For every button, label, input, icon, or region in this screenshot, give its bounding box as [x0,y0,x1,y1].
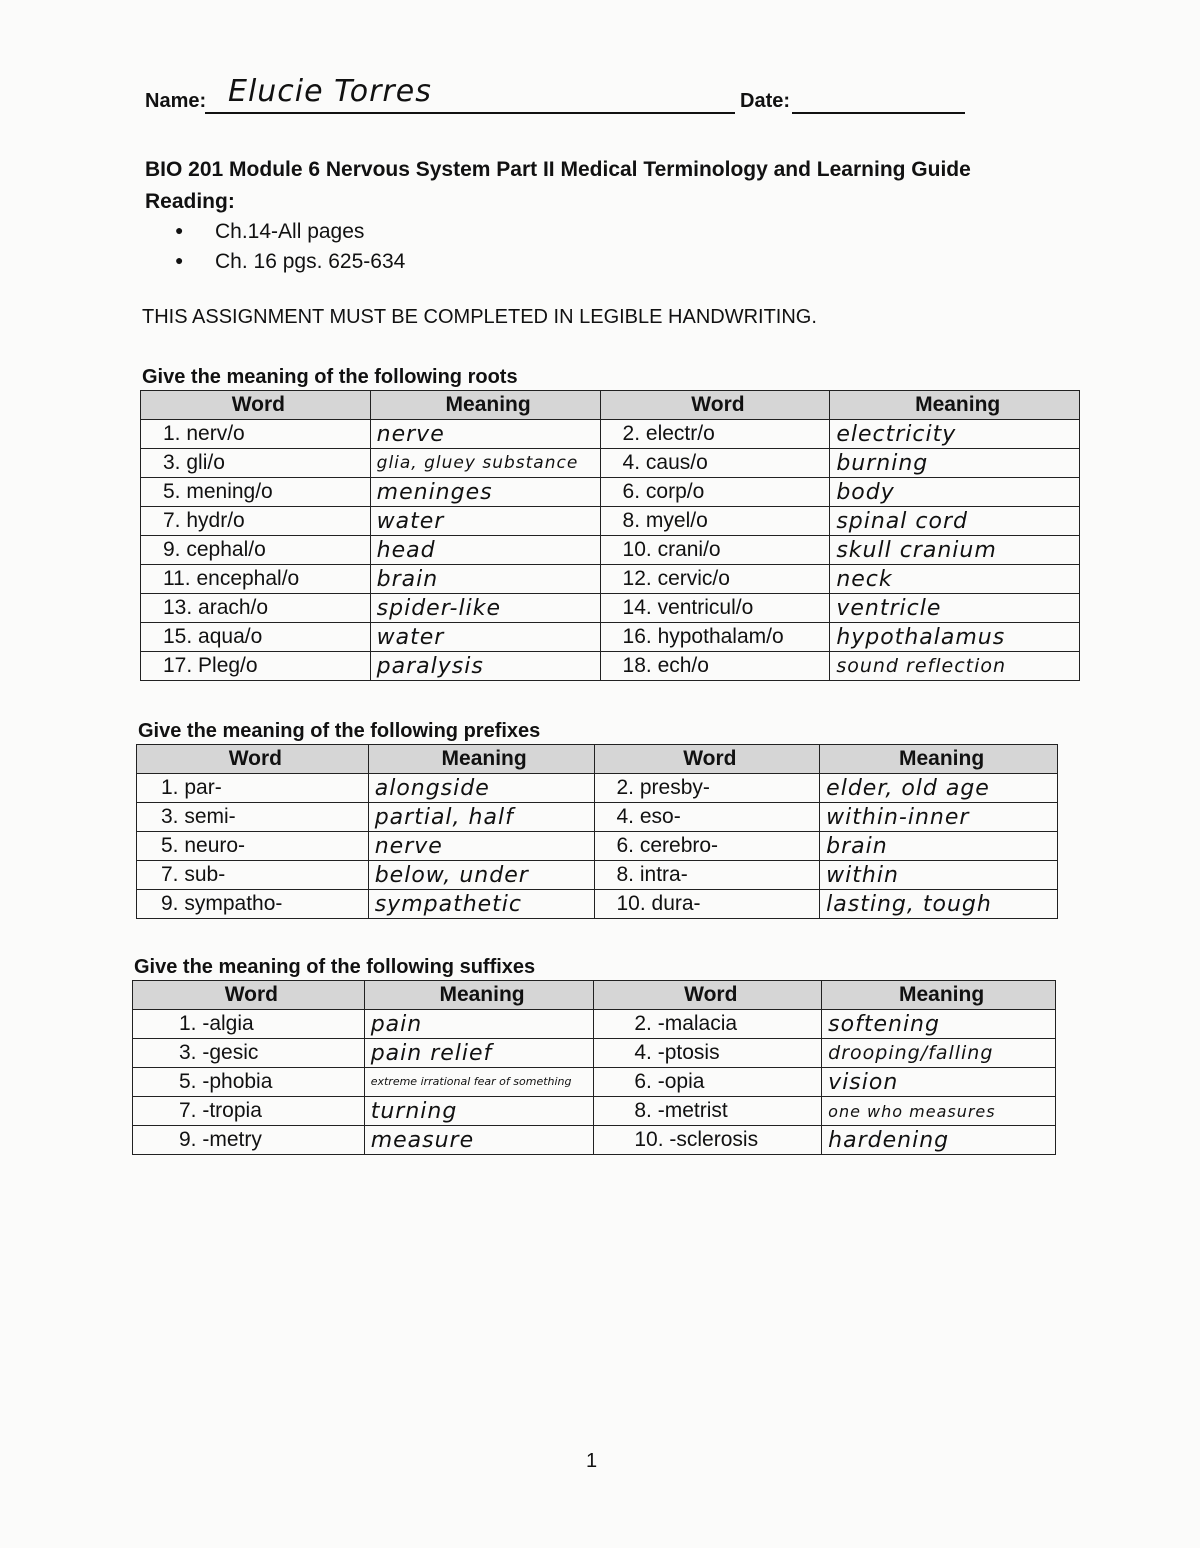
date-line[interactable] [792,92,965,114]
term: 6. cerebro- [594,832,820,861]
notice: THIS ASSIGNMENT MUST BE COMPLETED IN LEGIBLE HANDWRITING. [142,306,817,328]
date-label: Date: [740,90,791,112]
reading-label: Reading: [145,190,235,213]
suffixes-table [132,980,1056,1155]
answer-field[interactable]: alongside [368,774,594,803]
table-row [133,1068,1056,1097]
term: 18. ech/o [600,652,830,681]
term: 4. eso- [594,803,820,832]
column-header: Word [594,745,820,774]
page-number: 1 [586,1450,598,1472]
term: 2. presby- [594,774,820,803]
answer-field[interactable]: within-inner [820,803,1058,832]
answer-field[interactable]: elder, old age [820,774,1058,803]
answer-field[interactable]: skull cranium [830,536,1080,565]
table-row [141,420,1080,449]
term: 5. -phobia [133,1068,365,1097]
term: 8. myel/o [600,507,830,536]
table-row [141,623,1080,652]
term: 4. -ptosis [594,1039,822,1068]
answer-field[interactable]: glia, gluey substance [370,449,600,478]
reading-item: ● Ch. 16 pgs. 625-634 [145,250,405,280]
answer-field[interactable]: extreme irrational fear of something [364,1068,594,1097]
column-header: Word [137,745,369,774]
table-row [137,832,1058,861]
column-header: Word [133,981,365,1010]
term: 9. sympatho- [137,890,369,919]
term: 5. neuro- [137,832,369,861]
column-header: Meaning [822,981,1056,1010]
term: 7. hydr/o [141,507,371,536]
term: 9. cephal/o [141,536,371,565]
term: 8. intra- [594,861,820,890]
answer-field[interactable]: lasting, tough [820,890,1058,919]
table-header-row [141,391,1080,420]
term: 2. electr/o [600,420,830,449]
answer-field[interactable]: nerve [370,420,600,449]
table-row [137,774,1058,803]
reading-list [145,220,405,280]
column-header: Meaning [368,745,594,774]
term: 10. dura- [594,890,820,919]
table-row [141,565,1080,594]
term: 6. -opia [594,1068,822,1097]
term: 17. Pleg/o [141,652,371,681]
answer-field[interactable]: water [370,623,600,652]
table-row [133,1039,1056,1068]
table-row [141,507,1080,536]
reading-item: ● Ch.14-All pages [145,220,405,250]
table-row [137,890,1058,919]
answer-field[interactable]: ventricle [830,594,1080,623]
term: 13. arach/o [141,594,371,623]
answer-field[interactable]: meninges [370,478,600,507]
term: 1. nerv/o [141,420,371,449]
term: 7. -tropia [133,1097,365,1126]
answer-field[interactable]: measure [364,1126,594,1155]
term: 3. gli/o [141,449,371,478]
answer-field[interactable]: pain relief [364,1039,594,1068]
prefixes-heading: Give the meaning of the following prefixes [138,720,541,742]
answer-field[interactable]: turning [364,1097,594,1126]
page-title: BIO 201 Module 6 Nervous System Part II Medical Terminology and Learning Guide [145,158,971,181]
term: 11. encephal/o [141,565,371,594]
answer-field[interactable]: head [370,536,600,565]
table-row [141,449,1080,478]
answer-field[interactable]: brain [820,832,1058,861]
term: 10. crani/o [600,536,830,565]
answer-field[interactable]: electricity [830,420,1080,449]
answer-field[interactable]: spider-like [370,594,600,623]
name-value[interactable]: Elucie Torres [228,74,432,109]
answer-field[interactable]: nerve [368,832,594,861]
term: 5. mening/o [141,478,371,507]
answer-field[interactable]: drooping/falling [822,1039,1056,1068]
column-header: Word [594,981,822,1010]
column-header: Meaning [364,981,594,1010]
term: 3. semi- [137,803,369,832]
table-header-row [137,745,1058,774]
table-row [133,1126,1056,1155]
roots-heading: Give the meaning of the following roots [142,366,518,388]
prefixes-table [136,744,1058,919]
term: 10. -sclerosis [594,1126,822,1155]
term: 6. corp/o [600,478,830,507]
answer-field[interactable]: one who measures [822,1097,1056,1126]
table-row [133,1097,1056,1126]
name-label: Name: [145,90,207,112]
answer-field[interactable]: softening [822,1010,1056,1039]
answer-field[interactable]: hypothalamus [830,623,1080,652]
term: 16. hypothalam/o [600,623,830,652]
term: 12. cervic/o [600,565,830,594]
answer-field[interactable]: neck [830,565,1080,594]
table-header-row [133,981,1056,1010]
term: 2. -malacia [594,1010,822,1039]
term: 1. -algia [133,1010,365,1039]
answer-field[interactable]: body [830,478,1080,507]
roots-table [140,390,1080,681]
answer-field[interactable]: paralysis [370,652,600,681]
column-header: Meaning [370,391,600,420]
answer-field[interactable]: below, under [368,861,594,890]
suffixes-heading: Give the meaning of the following suffixes [134,956,536,978]
answer-field[interactable]: burning [830,449,1080,478]
answer-field[interactable]: hardening [822,1126,1056,1155]
table-row [141,478,1080,507]
table-row [133,1010,1056,1039]
column-header: Meaning [820,745,1058,774]
term: 8. -metrist [594,1097,822,1126]
answer-field[interactable]: pain [364,1010,594,1039]
answer-field[interactable]: vision [822,1068,1056,1097]
column-header: Word [600,391,830,420]
answer-field[interactable]: brain [370,565,600,594]
answer-field[interactable]: sympathetic [368,890,594,919]
term: 3. -gesic [133,1039,365,1068]
column-header: Word [141,391,371,420]
answer-field[interactable]: sound reflection [830,652,1080,681]
term: 1. par- [137,774,369,803]
table-row [137,861,1058,890]
term: 7. sub- [137,861,369,890]
table-row [137,803,1058,832]
table-row [141,652,1080,681]
answer-field[interactable]: water [370,507,600,536]
table-row [141,594,1080,623]
term: 14. ventricul/o [600,594,830,623]
table-row [141,536,1080,565]
answer-field[interactable]: partial, half [368,803,594,832]
term: 15. aqua/o [141,623,371,652]
answer-field[interactable]: spinal cord [830,507,1080,536]
term: 9. -metry [133,1126,365,1155]
column-header: Meaning [830,391,1080,420]
term: 4. caus/o [600,449,830,478]
answer-field[interactable]: within [820,861,1058,890]
